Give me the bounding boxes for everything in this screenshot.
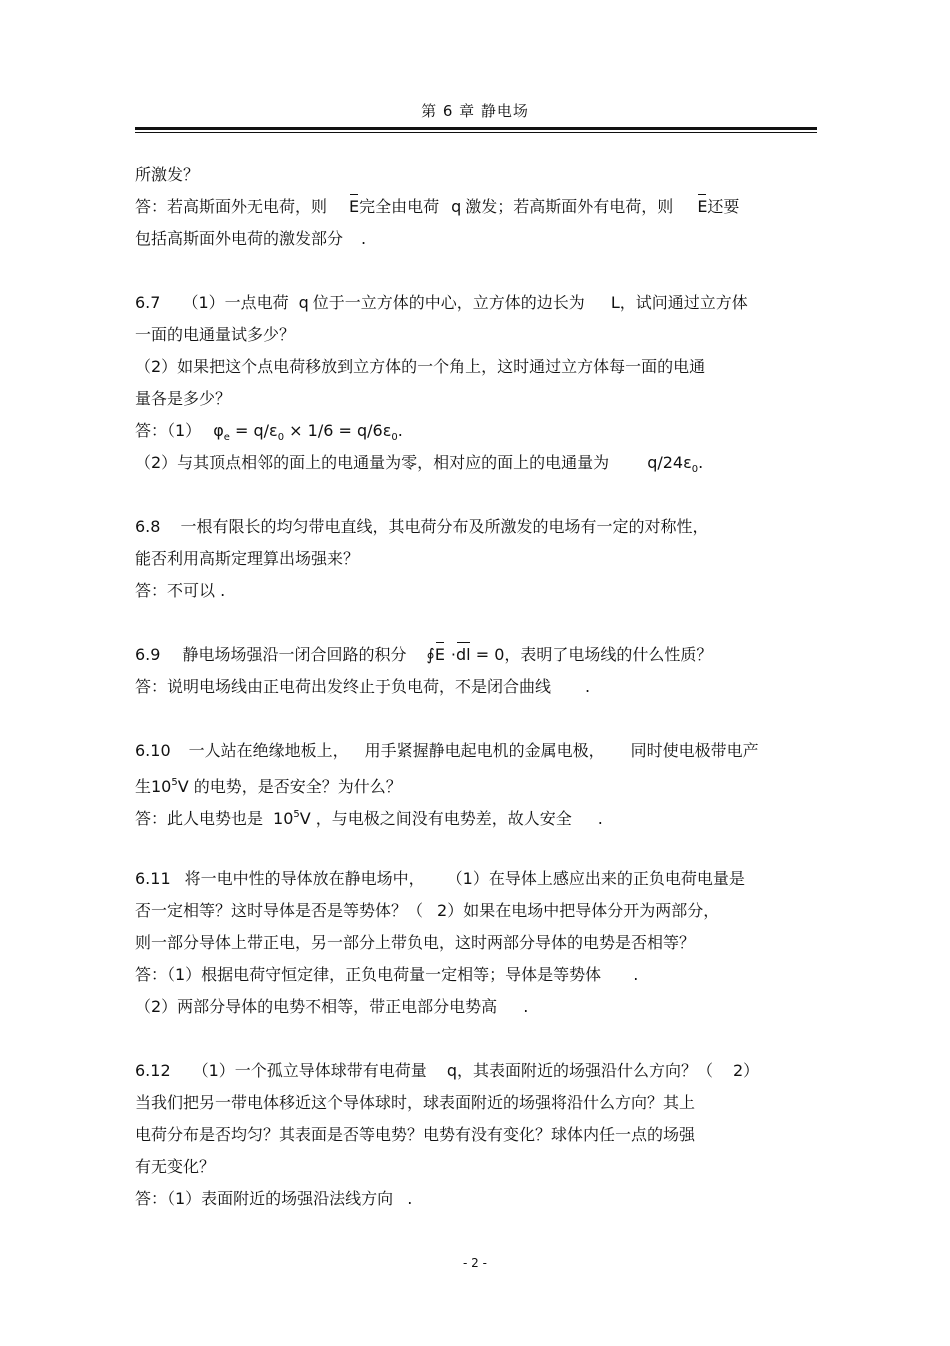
- header-rule-thin: [135, 132, 817, 133]
- text-line: 所激发？: [135, 165, 200, 184]
- text-line: 能否利用高斯定理算出场强来？: [135, 549, 360, 568]
- question-6-10: 6.10 一人站在绝缘地板上， 用手紧握静电起电机的金属电极， 同时使电极带电产: [135, 741, 759, 760]
- text-line: 生$10^5V$ 的电势，是否安全？为什么？: [135, 777, 402, 796]
- text-line: 则一部分导体上带正电，另一部分上带负电，这时两部分导体的电势是否相等？: [135, 933, 696, 952]
- text-line: 有无变化？: [135, 1157, 216, 1176]
- text-line: 否一定相等？这时导体是否是等势体？（ 2）如果在电场中把导体分开为两部分，: [135, 901, 720, 920]
- vector-dl: dl: [456, 645, 471, 664]
- text-line: 答：（1）表面附近的场强沿法线方向 .: [135, 1189, 413, 1208]
- text-line: 答：此人电势也是 $10^5V$ ，与电极之间没有电势差，故人安全 .: [135, 809, 603, 828]
- vector-e: E: [697, 197, 708, 216]
- question-6-7: 6.7 （1）一点电荷 q 位于一立方体的中心，立方体的边长为 L，试问通过立方体: [135, 293, 748, 312]
- text-line: 电荷分布是否均匀？其表面是否等电势？电势有没有变化？球体内任一点的场强: [135, 1125, 696, 1144]
- text-line: 答：不可以 .: [135, 581, 226, 600]
- running-header: 第 6 章 静电场: [421, 102, 529, 120]
- text-line: 当我们把另一带电体移近这个导体球时，球表面附近的场强将沿什么方向？其上: [135, 1093, 696, 1112]
- question-6-8: 6.8 一根有限长的均匀带电直线，其电荷分布及所激发的电场有一定的对称性，: [135, 517, 709, 536]
- question-6-9: 6.9 静电场场强沿一闭合回路的积分 ∮E ·dl = 0，表明了电场线的什么性质？: [135, 645, 713, 664]
- text-line: 包括高斯面外电荷的激发部分 .: [135, 229, 367, 248]
- text-line: 答：（1）根据电荷守恒定律，正负电荷量一定相等；导体是等势体 .: [135, 965, 639, 984]
- page-number: - 2 -: [463, 1256, 487, 1270]
- answer-formula: 答：（1） $\varphi_e = q/\varepsilon_0 \times 1/6 = q/6\varepsilon_0$.: [135, 421, 403, 443]
- vector-e: E: [349, 197, 360, 216]
- text-line: （2）两部分导体的电势不相等，带正电部分电势高 .: [135, 997, 529, 1016]
- text-line: （2）与其顶点相邻的面上的电通量为零，相对应的面上的电通量为 $q/24\varepsilon_0$.: [135, 453, 704, 475]
- question-6-11: 6.11 将一电中性的导体放在静电场中， （1）在导体上感应出来的正负电荷电量是: [135, 869, 745, 888]
- text-line: 一面的电通量试多少？: [135, 325, 296, 344]
- text-line: 量各是多少？: [135, 389, 232, 408]
- question-6-12: 6.12 （1）一个孤立导体球带有电荷量 q，其表面附近的场强沿什么方向？（ 2）: [135, 1061, 760, 1080]
- vector-e: E: [434, 645, 445, 664]
- text-line: 答：若高斯面外无电荷，则 E完全由电荷 q 激发；若高斯面外有电荷，则 E还要: [135, 197, 740, 216]
- text-line: 答：说明电场线由正电荷出发终止于负电荷，不是闭合曲线 .: [135, 677, 591, 696]
- header-rule-thick: [135, 127, 817, 130]
- text-line: （2）如果把这个点电荷移放到立方体的一个角上，这时通过立方体每一面的电通: [135, 357, 706, 376]
